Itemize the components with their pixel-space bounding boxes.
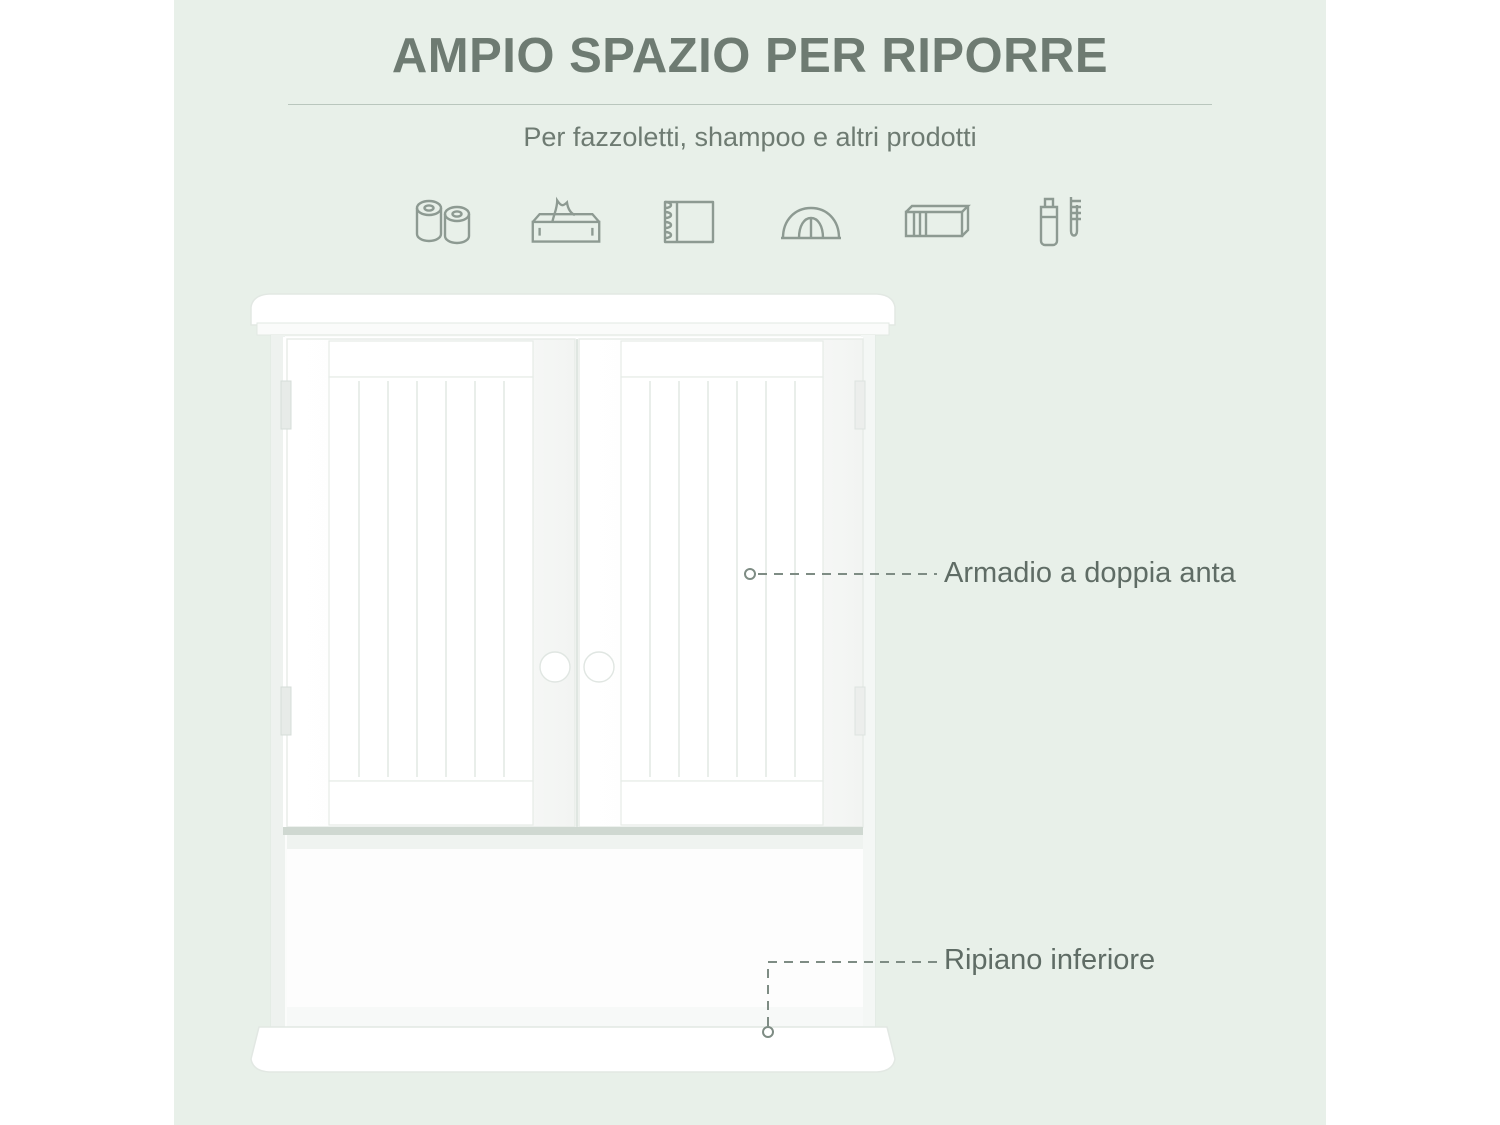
folded-towels-stack-icon <box>646 181 732 261</box>
callout-label-bottom-shelf: Ripiano inferiore <box>944 944 1156 976</box>
towel-bundle-icon <box>891 181 977 261</box>
page-title: AMPIO SPAZIO PER RIPORRE <box>391 29 1109 83</box>
callout-leader-bottom-shelf <box>756 942 946 1042</box>
toilet-paper-rolls-icon <box>400 181 486 261</box>
rolled-towel-icon <box>768 181 854 261</box>
page-subtitle: Per fazzoletti, shampoo e altri prodotti <box>523 122 977 152</box>
feature-icon-row <box>400 178 1100 264</box>
callout-leader-double-door <box>742 556 942 588</box>
tissue-box-icon <box>523 181 609 261</box>
callout-label-double-door: Armadio a doppia anta <box>944 557 1236 589</box>
title-divider <box>288 104 1212 105</box>
shampoo-bottle-and-comb-icon <box>1014 181 1100 261</box>
